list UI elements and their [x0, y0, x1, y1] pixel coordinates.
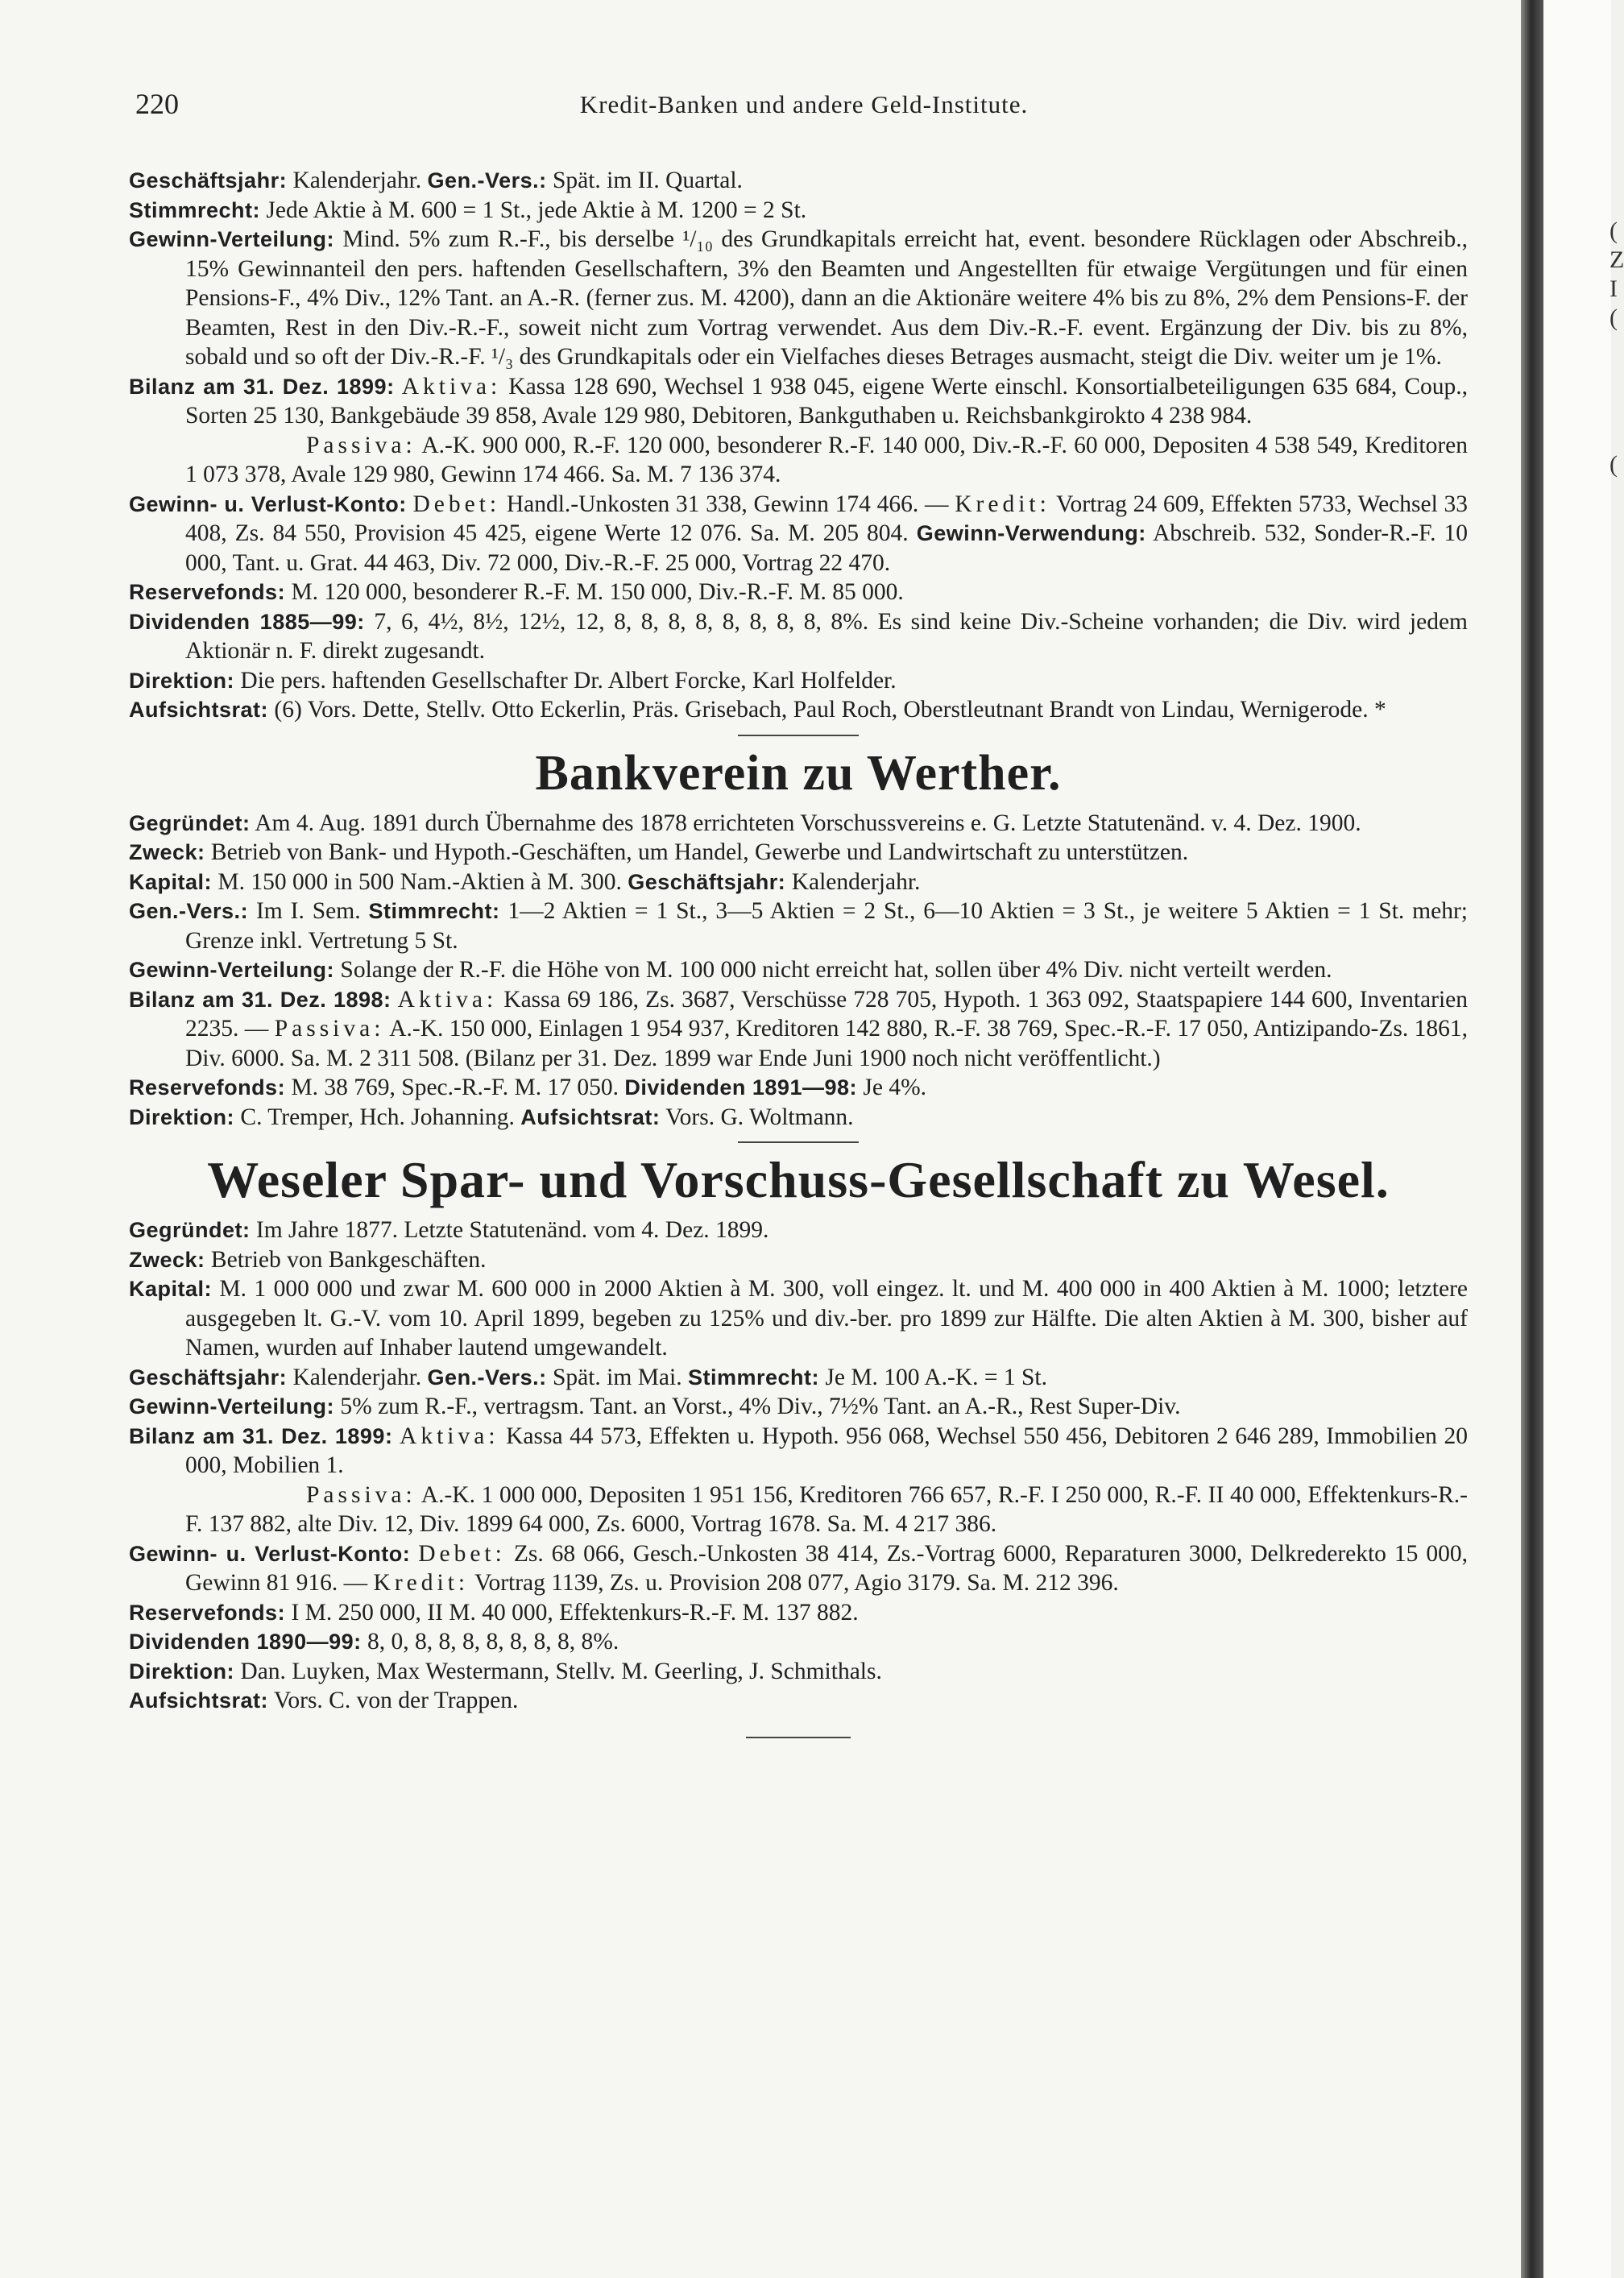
entry-aufsichtsrat: Aufsichtsrat: (6) Vors. Dette, Stellv. Otto Eckerlin, Präs. Grisebach, Paul Roch, Oberstleutnant Brandt von Lindau, Wernigerode. * — [129, 697, 1386, 723]
entry-gewinn-verteilung: Gewinn-Verteilung: Solange der R.-F. die Höhe von M. 100 000 nicht erreicht hat, sollen über 4% Div. nicht verteilt werden. — [129, 957, 1332, 983]
entry-gewinn-verlust: Gewinn- u. Verlust-Konto: Debet: Zs. 68 066, Gesch.-Unkosten 38 414, Zs.-Vortrag 6000, Reparaturen 3000, Delkrederekto 15 000, Gewinn 81 916. — Kredit: Vortrag 1139, Zs. u. Provision 208 077, Agio 3179. Sa. M. 212 396. — [129, 1540, 1469, 1596]
entry-direktion: Direktion: C. Tremper, Hch. Johanning. Aufsichtsrat: Vors. G. Woltmann. — [129, 1104, 854, 1130]
bleed-char: ( — [1610, 217, 1618, 244]
bleed-char: ( — [1610, 304, 1618, 331]
section-divider — [738, 1141, 859, 1143]
entry-stimmrecht: Stimmrecht: Jede Aktie à M. 600 = 1 St., jede Aktie à M. 1200 = 2 St. — [129, 197, 807, 223]
entry-reservefonds: Reservefonds: M. 38 769, Spec.-R.-F. M. 17 050. Dividenden 1891—98: Je 4%. — [129, 1075, 927, 1100]
entry-direktion: Direktion: Die pers. haftenden Gesellschafter Dr. Albert Forcke, Karl Holfelder. — [129, 667, 897, 694]
section-weseler-spar — [129, 1151, 1468, 1716]
entry-gen-vers: Gen.-Vers.: Im I. Sem. Stimmrecht: 1—2 Aktien = 1 St., 3—5 Aktien = 2 St., 6—10 Aktien = 3 St., je weitere 5 Aktien = 1 St. mehr; Grenze inkl. Vertretung 5 St. — [129, 898, 1468, 954]
entry-gewinn-verlust: Gewinn- u. Verlust-Konto: Debet: Handl.-Unkosten 31 338, Gewinn 174 466. — Kredit: Vortrag 24 609, Effekten 5733, Wechsel 33 408, Zs. 84 550, Provision 45 425, eigene Werte 12 076. Sa. M. 205 804. Gewinn-Verwendung: Abschreib. 532, Sonder-R.-F. 10 000, Tant. u. Grat. 44 463, Div. 72 000, Div.-R.-F. 25 000, Vortrag 22 470. — [129, 491, 1469, 576]
entry-direktion: Direktion: Dan. Luyken, Max Westermann, Stellv. M. Geerling, J. Schmithals. — [129, 1658, 882, 1684]
entry-dividenden: Dividenden 1890—99: 8, 0, 8, 8, 8, 8, 8, 8, 8, 8%. — [129, 1629, 619, 1655]
page-content — [129, 166, 1468, 1738]
entry-aufsichtsrat: Aufsichtsrat: Vors. C. von der Trappen. — [129, 1688, 519, 1713]
bleed-char: I — [1610, 275, 1618, 302]
entry-kapital: Kapital: M. 150 000 in 500 Nam.-Aktien à M. 300. Geschäftsjahr: Kalenderjahr. — [129, 868, 921, 895]
entry-kapital: Kapital: M. 1 000 000 und zwar M. 600 000 in 2000 Aktien à M. 300, voll eingez. lt. und M. 400 000 in 400 Aktien à M. 1000; letztere ausgegeben lt. G.-V. vom 10. April 1899, begeben zu 125% und div.-ber. pro 1899 zur Hälfte. Die alten Aktien à M. 300, bisher auf Namen, wurden auf Inhaber lautend umgewandelt. — [129, 1276, 1468, 1361]
section-continued-entry — [129, 166, 1468, 725]
entry-bilanz-passiva: Passiva: A.-K. 1 000 000, Depositen 1 951 156, Kreditoren 766 657, R.-F. I 250 000, R.-F. II 40 000, Effektenkurs-R.-F. 137 882, alte Div. 12, Div. 1899 64 000, Zs. 6000, Vortrag 1678. Sa. M. 4 217 386. — [185, 1481, 1469, 1537]
entry-gewinn-verteilung: Gewinn-Verteilung: 5% zum R.-F., vertragsm. Tant. an Vorst., 4% Div., 7½% Tant. an A.-R., Rest Super-Div. — [129, 1394, 1181, 1419]
book-gutter — [1521, 0, 1543, 2278]
entry-gegruendet: Gegründet: Am 4. Aug. 1891 durch Übernahme des 1878 errichteten Vorschussvereins e. G. Letzte Statutenänd. v. 4. Dez. 1900. — [129, 810, 1361, 836]
entry-gewinn-verteilung: Gewinn-Verteilung: Mind. 5% zum R.-F., bis derselbe ¹/₁₀ des Grundkapitals erreicht hat, event. besondere Rücklagen oder Abschreib., 15% Gewinnanteil den pers. haftenden Gesellschaftern, 3% den Beamten und Angestellten für etwaige Vergütungen und für einen Pensions-F., 4% Div., 12% Tant. an A.-R. (ferner zus. M. 4200), dann an die Aktionäre weitere 4% bis zu 8%, 2% dem Pensions-F. der Beamten, Rest in den Div.-R.-F., soweit nicht zum Vortrag verwendet. Aus dem Div.-R.-F. event. Ergänzung der Div. bis zu 8%, sobald und so oft der Div.-R.-F. ¹/₃ des Grundkapitals oder ein Vielfaches dieses Betrages ausmacht, steigt die Div. weiter um je 1%. — [129, 226, 1469, 370]
section-bankverein-werther — [129, 744, 1468, 1133]
running-title: Kredit-Banken und andere Geld-Institute. — [579, 90, 1029, 118]
entry-dividenden: Dividenden 1885—99: 7, 6, 4½, 8½, 12½, 12, 8, 8, 8, 8, 8, 8, 8, 8, 8%. Es sind keine Div.-Scheine vorhanden; die Div. wird jedem Aktionär n. F. direkt zugesandt. — [129, 608, 1468, 664]
page-header — [135, 87, 1473, 127]
page-number: 220 — [135, 88, 179, 120]
entry-reservefonds: Reservefonds: M. 120 000, besonderer R.-F. M. 150 000, Div.-R.-F. M. 85 000. — [129, 579, 904, 605]
entry-bilanz: Bilanz am 31. Dez. 1898: Aktiva: Kassa 69 186, Zs. 3687, Verschüsse 728 705, Hypoth. 1 363 092, Staatspapiere 144 600, Inventarien 2235. — Passiva: A.-K. 150 000, Einlagen 1 954 937, Kreditoren 142 880, R.-F. 38 769, Spec.-R.-F. 17 050, Antizipando-Zs. 1861, Div. 6000. Sa. M. 2 311 508. (Bilanz per 31. Dez. 1899 war Ende Juni 1900 noch nicht veröffentlicht.) — [129, 986, 1469, 1071]
adjacent-page-edge — [1543, 0, 1624, 2278]
entry-geschaeftsjahr: Geschäftsjahr: Kalenderjahr. Gen.-Vers.: Spät. im II. Quartal. — [129, 168, 743, 193]
entry-gegruendet: Gegründet: Im Jahre 1877. Letzte Statutenänd. vom 4. Dez. 1899. — [129, 1217, 769, 1243]
entry-zweck: Zweck: Betrieb von Bank- und Hypoth.-Geschäften, um Handel, Gewerbe und Landwirtschaft zu unterstützen. — [129, 839, 1189, 865]
entry-bilanz: Bilanz am 31. Dez. 1899: Aktiva: Kassa 128 690, Wechsel 1 938 045, eigene Werte einschl. Konsortialbeteiligungen 635 684, Coup., Sorten 25 130, Bankgebäude 39 858, Avale 129 980, Debitoren, Bankguthaben u. Reichsbankgirokto 4 238 984. — [129, 373, 1469, 429]
entry-zweck: Zweck: Betrieb von Bankgeschäften. — [129, 1246, 487, 1273]
entry-reservefonds: Reservefonds: I M. 250 000, II M. 40 000, Effektenkurs-R.-F. M. 137 882. — [129, 1599, 859, 1626]
entry-geschaeftsjahr: Geschäftsjahr: Kalenderjahr. Gen.-Vers.: Spät. im Mai. Stimmrecht: Je M. 100 A.-K. = 1 St. — [129, 1364, 1047, 1390]
bleed-char: ( — [1610, 451, 1618, 478]
end-divider — [746, 1737, 851, 1738]
section-title: Weseler Spar- und Vorschuss-Gesellschaft zu Wesel. — [207, 1151, 1390, 1208]
section-divider — [738, 735, 859, 736]
section-title: Bankverein zu Werther. — [535, 745, 1062, 801]
bleed-char: Z — [1610, 246, 1624, 273]
entry-bilanz: Bilanz am 31. Dez. 1899: Aktiva: Kassa 44 573, Effekten u. Hypoth. 956 068, Wechsel 550 456, Debitoren 2 646 289, Immobilien 20 000, Mobilien 1. — [129, 1423, 1469, 1478]
entry-bilanz-passiva: Passiva: A.-K. 900 000, R.-F. 120 000, besonderer R.-F. 140 000, Div.-R.-F. 60 000, Depositen 4 538 549, Kreditoren 1 073 378, Avale 129 980, Gewinn 174 466. Sa. M. 7 136 374. — [185, 432, 1469, 487]
